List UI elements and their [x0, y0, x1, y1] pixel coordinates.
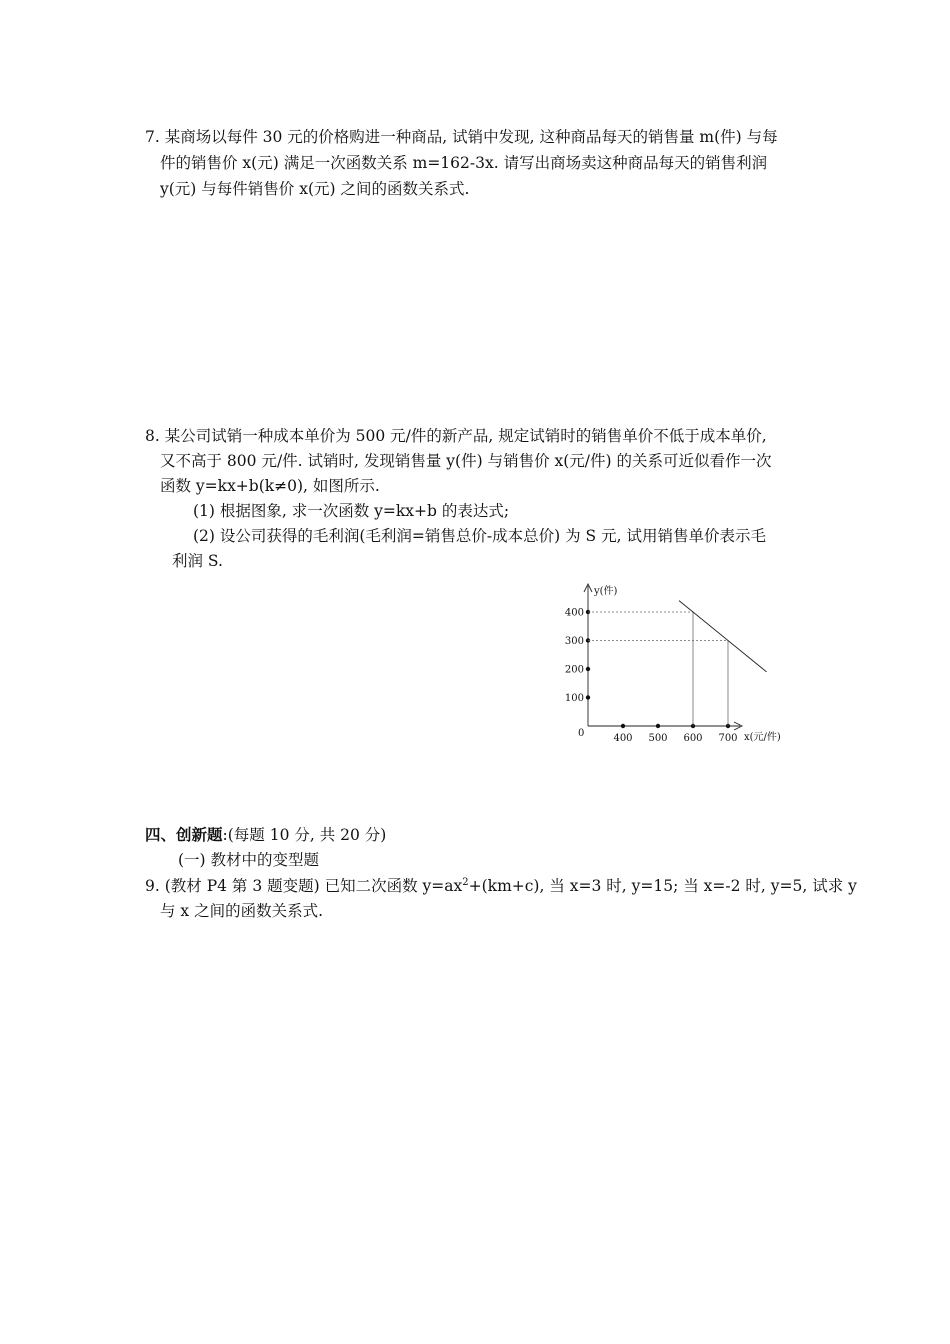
q7-line-3: y(元) 与每件销售价 x(元) 之间的函数关系式. [160, 180, 470, 198]
x-tick-label-600: 600 [683, 733, 703, 744]
q7-line-1: 7. 某商场以每件 30 元的价格购进一种商品, 试销中发现, 这种商品每天的销售量 m(件) 与每 [145, 128, 778, 146]
q9-line-1-b: +(km+c), 当 x=3 时, y=15; 当 x=-2 时, y=5, 试求 y [468, 877, 857, 895]
section-4-heading-line [145, 825, 386, 845]
section-4-subheading: (一) 教材中的变型题 [178, 851, 320, 869]
y-tick-label-100: 100 [564, 693, 584, 704]
q8-line-2: 又不高于 800 元/件. 试销时, 发现销售量 y(件) 与销售价 x(元/件) 的关系可近似看作一次 [160, 452, 772, 470]
origin-label: 0 [578, 728, 585, 739]
x-tick-dot-500 [656, 724, 660, 728]
y-tick-label-200: 200 [564, 664, 584, 676]
q9-exponent: 2 [462, 876, 469, 888]
q8-part-2-cont: 利润 S. [172, 552, 223, 570]
section-4-heading: 四、创新题 [145, 825, 223, 844]
q8-line-1: 8. 某公司试销一种成本单价为 500 元/件的新产品, 规定试销时的销售单价不低于成本单价, [145, 427, 767, 445]
y-tick-dot-100 [586, 695, 590, 699]
q9-line-1 [145, 876, 857, 896]
series-line-0 [679, 601, 767, 672]
q8-graph [560, 578, 800, 748]
x-axis-label: x(元/件) [744, 732, 781, 743]
q9-line-2: 与 x 之间的函数关系式. [160, 902, 324, 920]
y-tick-label-300: 300 [564, 636, 584, 647]
y-tick-label-400: 400 [564, 607, 584, 619]
y-axis-label: y(件) [594, 586, 618, 597]
q7-line-2: 件的销售价 x(元) 满足一次函数关系 m=162-3x. 请写出商场卖这种商品每天的销售利润 [160, 154, 768, 172]
x-tick-label-400: 400 [613, 733, 633, 744]
q9-line-1-a: 9. (教材 P4 第 3 题变题) 已知二次函数 y=ax [145, 877, 463, 895]
q8-line-3: 函数 y=kx+b(k≠0), 如图所示. [160, 477, 380, 495]
q8-part-1: (1) 根据图象, 求一次函数 y=kx+b 的表达式; [193, 502, 510, 520]
x-tick-label-700: 700 [718, 733, 738, 744]
y-tick-dot-200 [586, 667, 590, 671]
q8-part-2: (2) 设公司获得的毛利润(毛利润=销售总价-成本总价) 为 S 元, 试用销售单价表示毛 [193, 527, 766, 545]
section-4-note: :(每题 10 分, 共 20 分) [222, 826, 387, 844]
graph-marks [565, 601, 767, 744]
x-tick-dot-400 [621, 724, 625, 728]
x-tick-label-500: 500 [648, 733, 668, 744]
